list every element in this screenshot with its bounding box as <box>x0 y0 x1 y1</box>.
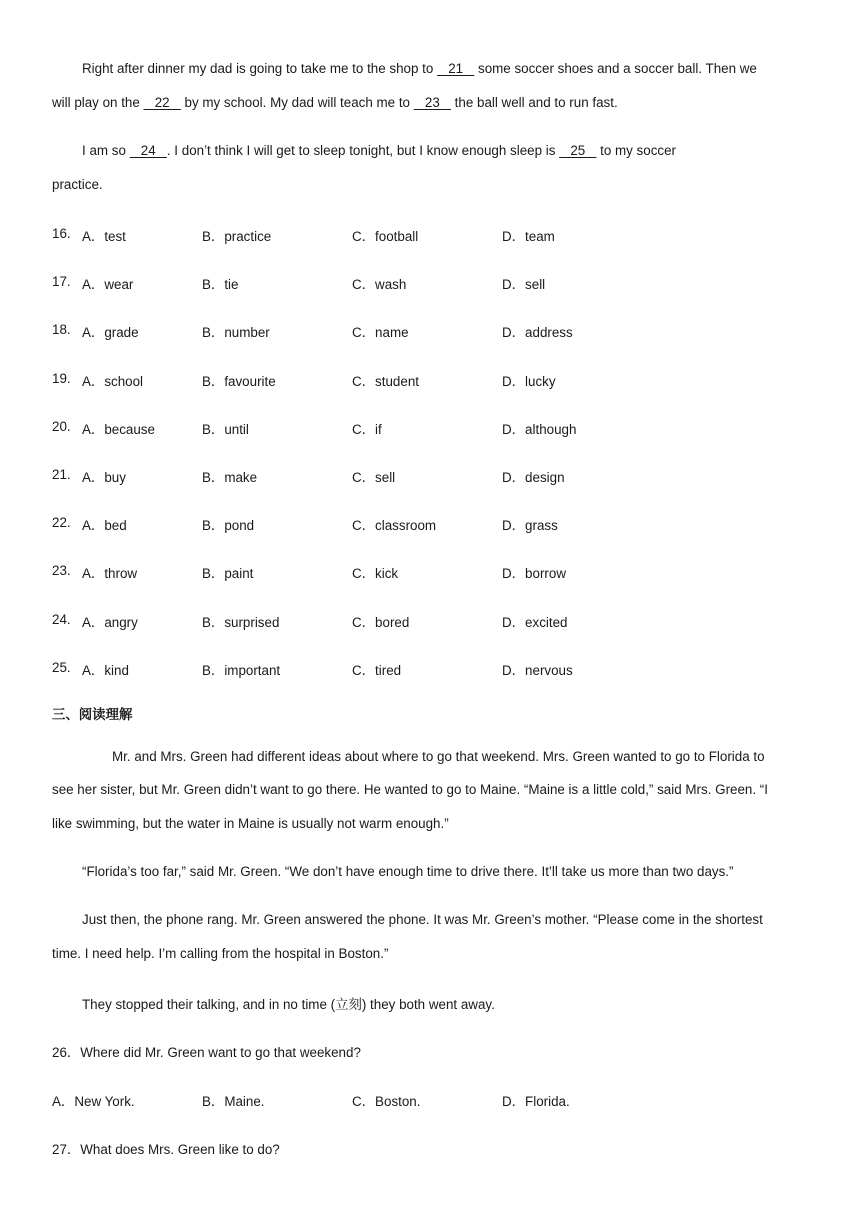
option-a[interactable]: A．bed <box>82 518 127 533</box>
option-b[interactable]: B．tie <box>202 277 239 292</box>
option-a[interactable]: A．wear <box>82 277 134 292</box>
question-number: 19. <box>52 371 71 386</box>
option-a[interactable]: A．because <box>82 422 155 437</box>
option-d[interactable]: D．lucky <box>502 374 556 389</box>
passage-text: will play on the <box>52 95 144 110</box>
option-b[interactable]: B．paint <box>202 566 254 581</box>
option-a[interactable]: A．test <box>82 229 126 244</box>
option-d[interactable]: D．design <box>502 470 565 485</box>
passage-line <box>52 143 676 158</box>
option-a[interactable]: A．buy <box>82 470 126 485</box>
option-b[interactable]: B．until <box>202 422 249 437</box>
option-c[interactable]: C．kick <box>352 566 399 581</box>
option-a[interactable]: A．kind <box>82 663 129 678</box>
question-number: 25. <box>52 660 71 675</box>
option-d[interactable]: D．address <box>502 325 573 340</box>
chinese-gloss: 立刻 <box>335 998 362 1013</box>
question-27: 27．What does Mrs. Green like to do? <box>52 1142 280 1157</box>
option-c[interactable]: C．tired <box>352 663 402 678</box>
q26-option-d[interactable]: D．Florida. <box>502 1094 570 1109</box>
option-d[interactable]: D．although <box>502 422 577 437</box>
q26-option-a[interactable]: A．New York. <box>52 1094 135 1109</box>
passage-text: the ball well and to run fast. <box>450 95 618 110</box>
option-b[interactable]: B．surprised <box>202 615 280 630</box>
question-number: 17. <box>52 274 71 289</box>
option-a[interactable]: A．angry <box>82 615 138 630</box>
blank-23: 23 <box>413 95 451 110</box>
reading-line: Just then, the phone rang. Mr. Green answered the phone. It was Mr. Green’s mother. “Please come in the shortest <box>82 912 763 927</box>
option-a[interactable]: A．school <box>82 374 144 389</box>
question-number: 16. <box>52 226 71 241</box>
option-d[interactable]: D．sell <box>502 277 546 292</box>
blank-22: 22 <box>143 95 181 110</box>
option-a[interactable]: A．grade <box>82 325 139 340</box>
section-title: 三、阅读理解 <box>52 708 133 723</box>
passage-text: some soccer shoes and a soccer ball. Then we <box>474 61 757 76</box>
option-c[interactable]: C．name <box>352 325 409 340</box>
option-c[interactable]: C．wash <box>352 277 407 292</box>
passage-text: . I don’t think I will get to sleep tonight, but I know enough sleep is <box>166 143 560 158</box>
option-b[interactable]: B．practice <box>202 229 272 244</box>
option-b[interactable]: B．make <box>202 470 258 485</box>
q26-option-c[interactable]: C．Boston. <box>352 1094 421 1109</box>
option-c[interactable]: C．football <box>352 229 419 244</box>
reading-text: They stopped their talking, and in no time ( <box>82 997 336 1012</box>
reading-line: Mr. and Mrs. Green had different ideas about where to go that weekend. Mrs. Green wanted to go to Florida to <box>112 749 765 764</box>
option-d[interactable]: D．grass <box>502 518 558 533</box>
option-d[interactable]: D．excited <box>502 615 568 630</box>
reading-text: ) they both went away. <box>361 997 495 1012</box>
option-c[interactable]: C．student <box>352 374 419 389</box>
option-a[interactable]: A．throw <box>82 566 138 581</box>
passage-text: to my soccer <box>596 143 676 158</box>
reading-line: see her sister, but Mr. Green didn’t want to go there. He wanted to go to Maine. “Maine is a little cold,” said Mrs. Green. “I <box>52 782 768 797</box>
passage-text: Right after dinner my dad is going to take me to the shop to <box>82 61 438 76</box>
reading-line: time. I need help. I’m calling from the hospital in Boston.” <box>52 946 389 961</box>
option-b[interactable]: B．important <box>202 663 281 678</box>
question-number: 23. <box>52 563 71 578</box>
option-b[interactable]: B．pond <box>202 518 255 533</box>
option-c[interactable]: C．classroom <box>352 518 437 533</box>
reading-line: “Florida’s too far,” said Mr. Green. “We don’t have enough time to drive there. It’ll take us more than two days.” <box>82 864 734 879</box>
option-d[interactable]: D．team <box>502 229 555 244</box>
question-26: 26．Where did Mr. Green want to go that weekend? <box>52 1045 361 1060</box>
option-c[interactable]: C．if <box>352 422 382 437</box>
option-d[interactable]: D．borrow <box>502 566 566 581</box>
passage-text: I am so <box>82 143 130 158</box>
option-c[interactable]: C．sell <box>352 470 396 485</box>
passage-line <box>52 61 757 76</box>
passage-text: by my school. My dad will teach me to <box>180 95 414 110</box>
blank-24: 24 <box>129 143 167 158</box>
option-b[interactable]: B．favourite <box>202 374 276 389</box>
question-number: 24. <box>52 612 71 627</box>
question-number: 22. <box>52 515 71 530</box>
option-b[interactable]: B．number <box>202 325 270 340</box>
blank-21: 21 <box>437 61 475 76</box>
q26-option-b[interactable]: B．Maine. <box>202 1094 265 1109</box>
question-number: 18. <box>52 322 71 337</box>
option-c[interactable]: C．bored <box>352 615 410 630</box>
reading-line <box>52 994 495 1013</box>
blank-25: 25 <box>559 143 597 158</box>
option-d[interactable]: D．nervous <box>502 663 573 678</box>
question-number: 20. <box>52 419 71 434</box>
reading-line: like swimming, but the water in Maine is usually not warm enough.” <box>52 816 449 831</box>
passage-line <box>52 95 618 110</box>
question-number: 21. <box>52 467 71 482</box>
passage-line: practice. <box>52 177 103 192</box>
